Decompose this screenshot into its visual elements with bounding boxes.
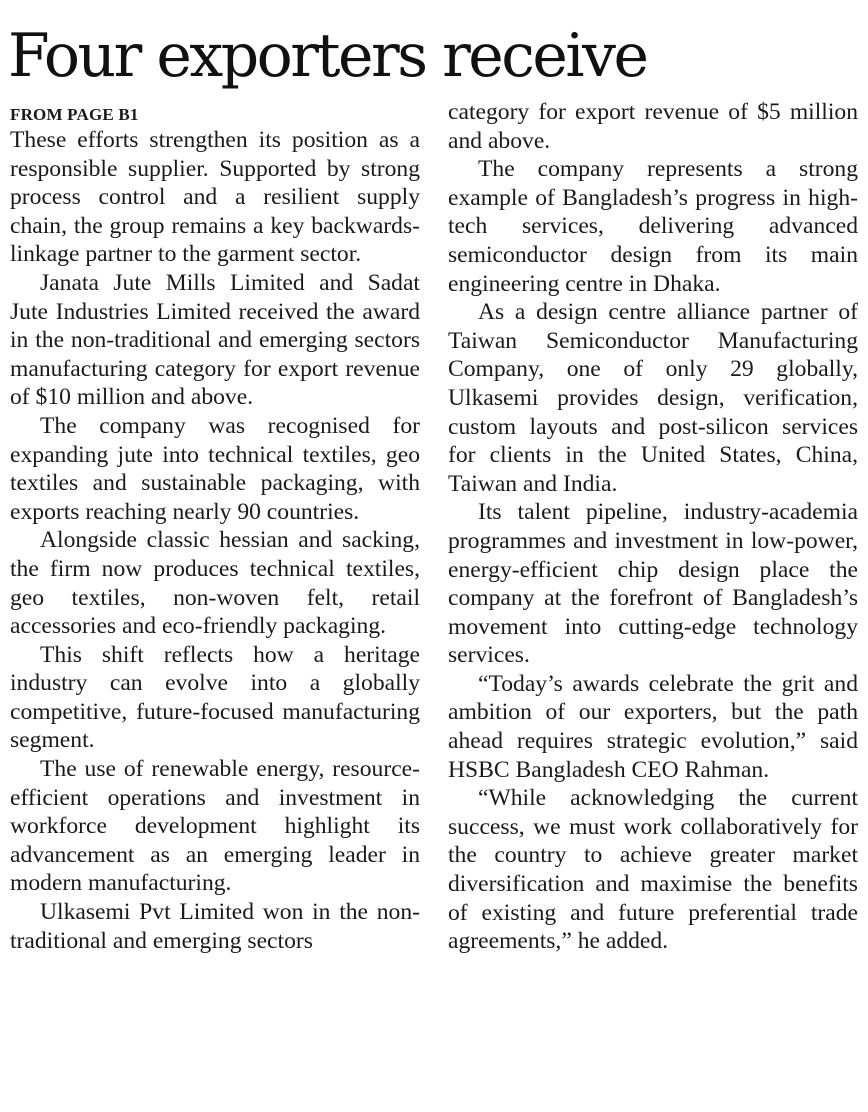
paragraph: The company represents a strong example of Bangladesh’s progress in high-tech services, delivering advanced semiconductor design from its main engineering centre in Dhaka. — [448, 156, 858, 297]
paragraph: This shift reflects how a heritage industry can evolve into a globally competitive, future-focused manufacturing segment. — [10, 641, 420, 754]
continuation-kicker: FROM PAGE B1 — [10, 105, 139, 124]
paragraph: As a design centre alliance partner of Taiwan Semiconductor Manufacturing Company, one of only 29 globally, Ulkasemi provides design, verification, custom layouts and post-silicon services for clients in the United States, China, Taiwan and India. — [448, 299, 858, 497]
paragraph: Ulkasemi Pvt Limited won in the non-traditional and emerging sectors — [10, 899, 420, 954]
paragraph: The company was recognised for expanding jute into technical textiles, geo textiles and sustainable packaging, with exports reaching nearly 90 countries. — [10, 412, 420, 525]
paragraph: category for export revenue of $5 million and above. — [448, 99, 858, 154]
paragraph: “While acknowledging the current success, we must work collaboratively for the country to achieve greater market diversification and maximise the benefits of existing and future preferential trade agreements,” he added. — [448, 785, 858, 955]
paragraph: The use of renewable energy, resource-efficient operations and investment in workforce development highlight its advancement as an emerging leader in modern manufacturing. — [10, 756, 420, 897]
headline: Four exporters receive — [8, 21, 647, 91]
article-column-left — [10, 98, 420, 955]
paragraph: Alongside classic hessian and sacking, the firm now produces technical textiles, geo textiles, non-woven felt, retail accessories and eco-friendly packaging. — [10, 527, 420, 640]
paragraph: “Today’s awards celebrate the grit and ambition of our exporters, but the path ahead requires strategic evolution,” said HSBC Bangladesh CEO Rahman. — [448, 670, 858, 783]
paragraph: Janata Jute Mills Limited and Sadat Jute Industries Limited received the award in the non-traditional and emerging sectors manufacturing category for export revenue of $10 million and above. — [10, 269, 420, 411]
article-column-right — [448, 98, 858, 956]
paragraph: These efforts strengthen its position as a responsible supplier. Supported by strong process control and a resilient supply chain, the group remains a key backwards-linkage partner to the garment sector. — [10, 127, 420, 268]
paragraph: Its talent pipeline, industry-academia programmes and investment in low-power, energy-efficient chip design place the company at the forefront of Bangladesh’s movement into cutting-edge technology services. — [448, 499, 858, 669]
